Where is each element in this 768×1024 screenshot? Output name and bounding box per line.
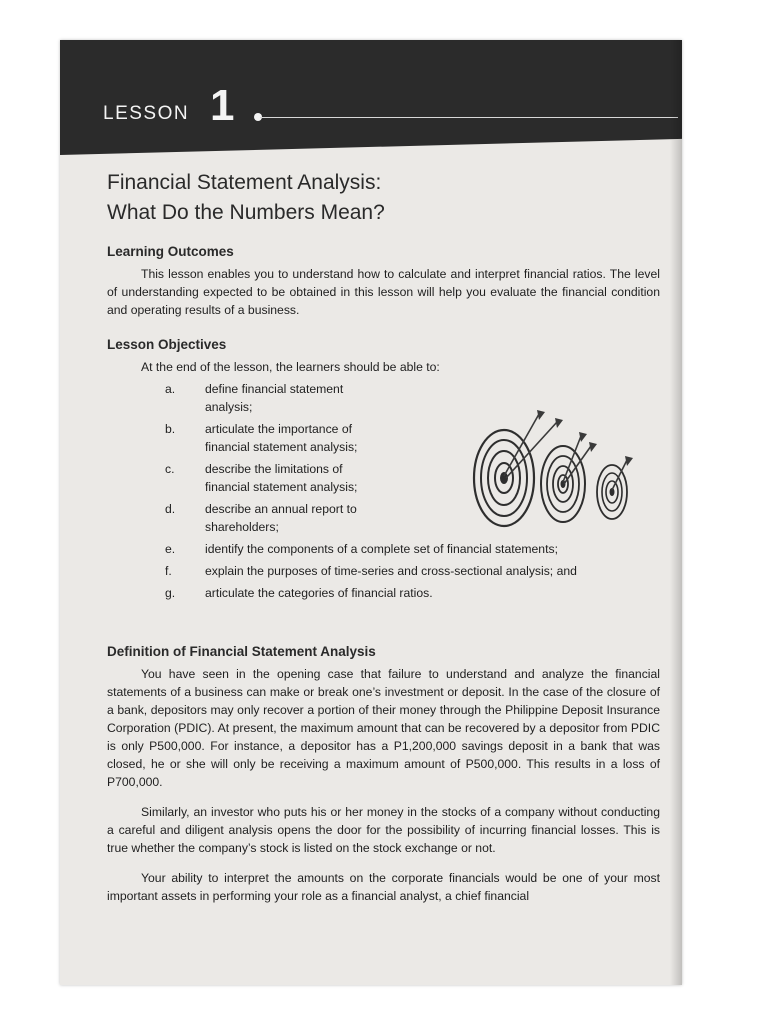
objective-letter: f. (165, 564, 172, 578)
book-page (60, 40, 682, 985)
lesson-header-band (60, 40, 682, 155)
definition-paragraph-2: Similarly, an investor who puts his or her money in the stocks of a company without conducting a careful and diligent analysis opens the door for the possibility of incurring financial losses. This is true whether the company’s stock is listed on the stock exchange or not. (107, 805, 660, 855)
lesson-objectives-heading: Lesson Objectives (107, 337, 227, 352)
archery-targets-with-arrows-icon (459, 400, 639, 532)
header-rule (260, 117, 678, 118)
objective-text: articulate the importance of financial statement analysis; (205, 422, 358, 454)
lesson-title-line-1: Financial Statement Analysis: (107, 171, 382, 194)
lesson-objectives-intro: At the end of the lesson, the learners should be able to: (141, 360, 440, 374)
objective-letter: a. (165, 382, 176, 396)
lesson-label: LESSON (103, 103, 190, 124)
definition-heading: Definition of Financial Statement Analysis (107, 644, 376, 659)
objective-text: explain the purposes of time-series and cross-sectional analysis; and (205, 564, 577, 578)
objectives-block (107, 380, 660, 640)
objective-text: describe the limitations of financial statement analysis; (205, 462, 358, 494)
learning-outcomes-heading: Learning Outcomes (107, 244, 234, 259)
objective-letter: c. (165, 462, 175, 476)
lesson-title (107, 168, 660, 228)
definition-paragraph-1: You have seen in the opening case that failure to understand and analyze the financial statements of a business can make or break one’s investment or deposit. In the case of the closure of a bank, depositors may only recover a portion of their money through the Philippine Deposit Insurance Corporation (PDIC). At present, the maximum amount that can be recovered by a depositor from PDIC is only P500,000. For instance, a depositor has a P1,200,000 savings deposit in a bank that was closed, he or she will only be receiving a maximum amount of P500,000. This results in a loss of P700,000. (107, 667, 660, 789)
objective-item (107, 540, 660, 558)
page-edge-shadow (670, 40, 682, 985)
lesson-number: 1 (210, 81, 235, 130)
definition-paragraph-3: Your ability to interpret the amounts on the corporate financials would be one of your most important assets in performing your role as a financial analyst, a chief financial (107, 871, 660, 903)
objective-letter: g. (165, 586, 176, 600)
objective-item (107, 562, 660, 580)
learning-outcomes-text: This lesson enables you to understand how to calculate and interpret financial ratios. The level of understanding expected to be obtained in this lesson will help you evaluate the financial condition and operating results of a business. (107, 267, 660, 317)
objective-letter: e. (165, 542, 176, 556)
objective-text: articulate the categories of financial ratios. (205, 586, 433, 600)
lesson-title-line-2: What Do the Numbers Mean? (107, 201, 385, 224)
objective-text: define financial statement analysis; (205, 382, 344, 414)
objective-letter: d. (165, 502, 176, 516)
objective-text: identify the components of a complete set of financial statements; (205, 542, 558, 556)
lesson-content (107, 168, 660, 905)
objective-item (107, 584, 660, 602)
objective-text: describe an annual report to shareholders; (205, 502, 357, 534)
objective-letter: b. (165, 422, 176, 436)
